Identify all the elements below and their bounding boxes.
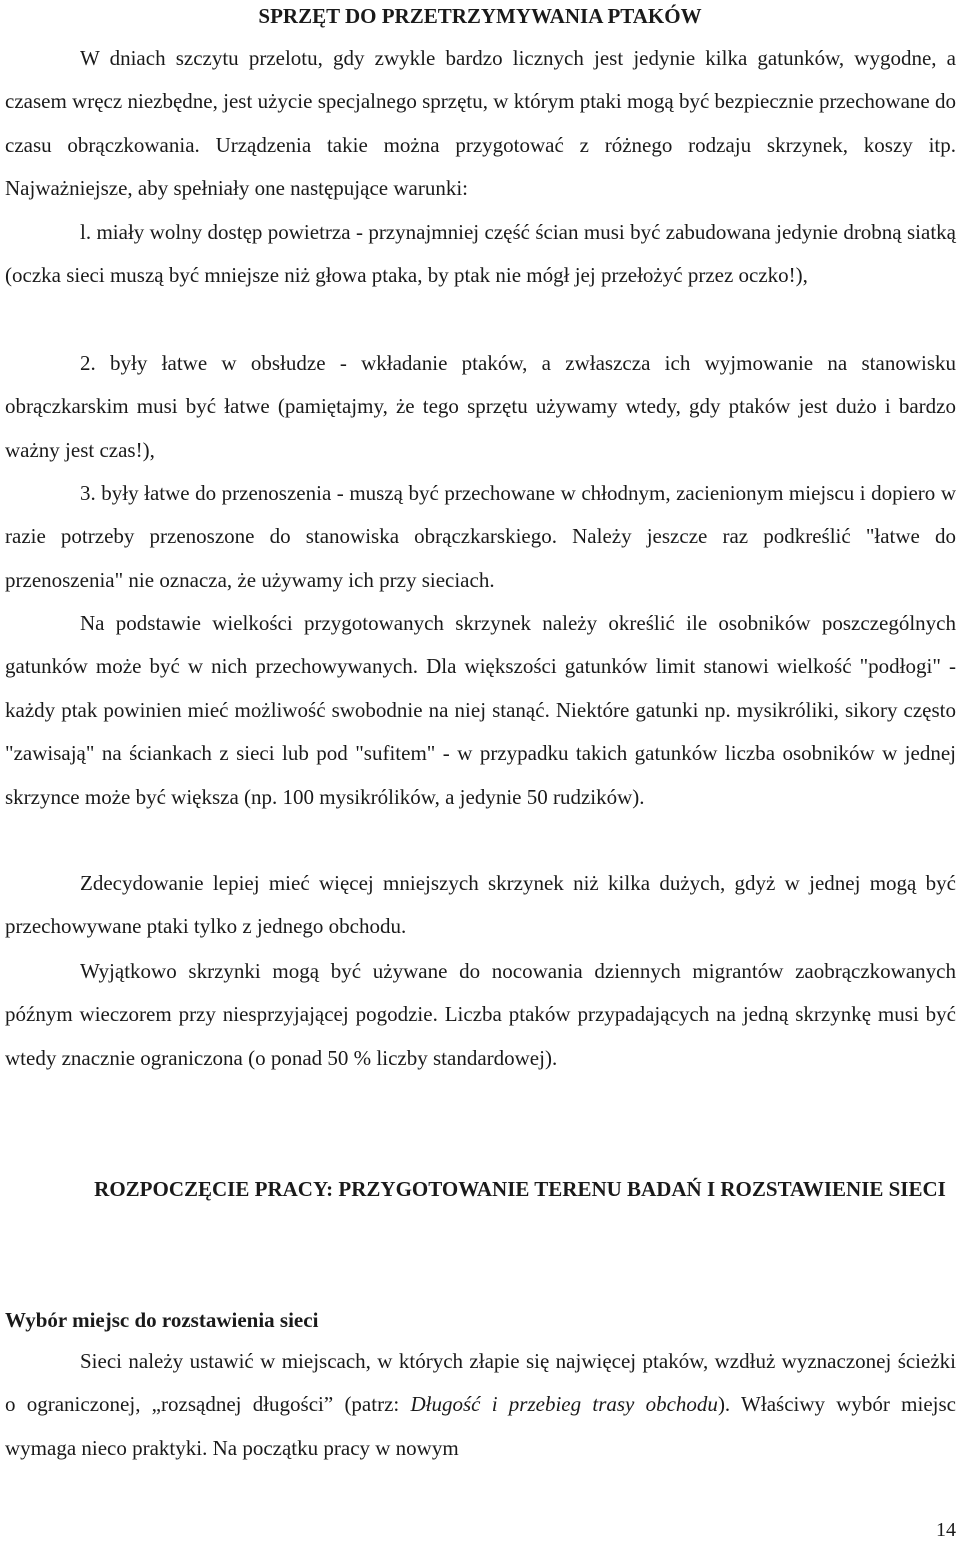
paragraph-net-placement xyxy=(5,1340,956,1470)
paragraph-condition-2: 2. były łatwe w obsłudze - wkładanie ptaków, a zwłaszcza ich wyjmowanie na stanowisku obrączkarskim musi być łatwe (pamiętajmy, że tego sprzętu używamy wtedy, gdy ptaków jest dużo i bardzo ważny jest czas!), xyxy=(5,351,956,462)
paragraph-condition-1: l. miały wolny dostęp powietrza - przynajmniej część ścian musi być zabudowana jedynie drobną siatką (oczka sieci muszą być mniejsze niż głowa ptaka, by ptak nie mógł jej przełożyć przez oczko!), xyxy=(5,220,956,288)
paragraph-smaller-boxes: Zdecydowanie lepiej mieć więcej mniejszych skrzynek niż kilka dużych, gdyż w jednej mogą być przechowywane ptaki tylko z jednego obchodu. xyxy=(5,871,956,939)
page-heading: SPRZĘT DO PRZETRZYMYWANIA PTAKÓW xyxy=(258,4,702,28)
section-title: ROZPOCZĘCIE PRACY: PRZYGOTOWANIE TERENU BADAŃ I ROZSTAWIENIE SIECI xyxy=(94,1177,946,1201)
page-number: 14 xyxy=(936,1519,956,1541)
paragraph-intro: W dniach szczytu przelotu, gdy zwykle bardzo licznych jest jedynie kilka gatunków, wygodne, a czasem wręcz niezbędne, jest użycie specjalnego sprzętu, w którym ptaki mogą być bezpiecznie przechowane do czasu obrączkowania. Urządzenia takie można przygotować z różnego rodzaju skrzynek, koszy itp. Najważniejsze, aby spełniały one następujące warunki: xyxy=(5,46,956,201)
paragraph-box-capacity: Na podstawie wielkości przygotowanych skrzynek należy określić ile osobników poszczególnych gatunków może być w nich przechowywanych. Dla większości gatunków limit stanowi wielkość "podłogi" - każdy ptak powinien mieć możliwość swobodnie na niej stanąć. Niektóre gatunki np. mysikróliki, sikory często "zawisają" na ściankach z sieci lub pod "sufitem" - w przypadku takich gatunków liczba osobników w jednej skrzynce może być większa (np. 100 mysikrólików, a jedynie 50 rudzików). xyxy=(5,611,956,809)
paragraph-net-placement-text: Sieci należy ustawić w miejscach, w których złapie się najwięcej ptaków, wzdłuż wyznaczonej ścieżki o ograniczonej, „rozsądnej długości” (patrz: xyxy=(5,1349,956,1417)
cross-reference: Długość i przebieg trasy obchodu xyxy=(410,1392,718,1417)
subheading: Wybór miejsc do rozstawienia sieci xyxy=(5,1308,319,1332)
paragraph-net-placement-end: ). Właściwy wybór miejsc wymaga nieco praktyki. Na początku pracy w nowym xyxy=(5,1392,956,1460)
paragraph-night-use: Wyjątkowo skrzynki mogą być używane do nocowania dziennych migrantów zaobrączkowanych późnym wieczorem przy niesprzyjającej pogodzie. Liczba ptaków przypadających na jedną skrzynkę musi być wtedy znacznie ograniczona (o ponad 50 % liczby standardowej). xyxy=(5,959,956,1070)
paragraph-condition-3: 3. były łatwe do przenoszenia - muszą być przechowane w chłodnym, zacienionym miejscu i dopiero w razie potrzeby przenoszone do stanowiska obrączkarskiego. Należy jeszcze raz podkreślić "łatwe do przenoszenia" nie oznacza, że używamy ich przy sieciach. xyxy=(5,481,956,592)
